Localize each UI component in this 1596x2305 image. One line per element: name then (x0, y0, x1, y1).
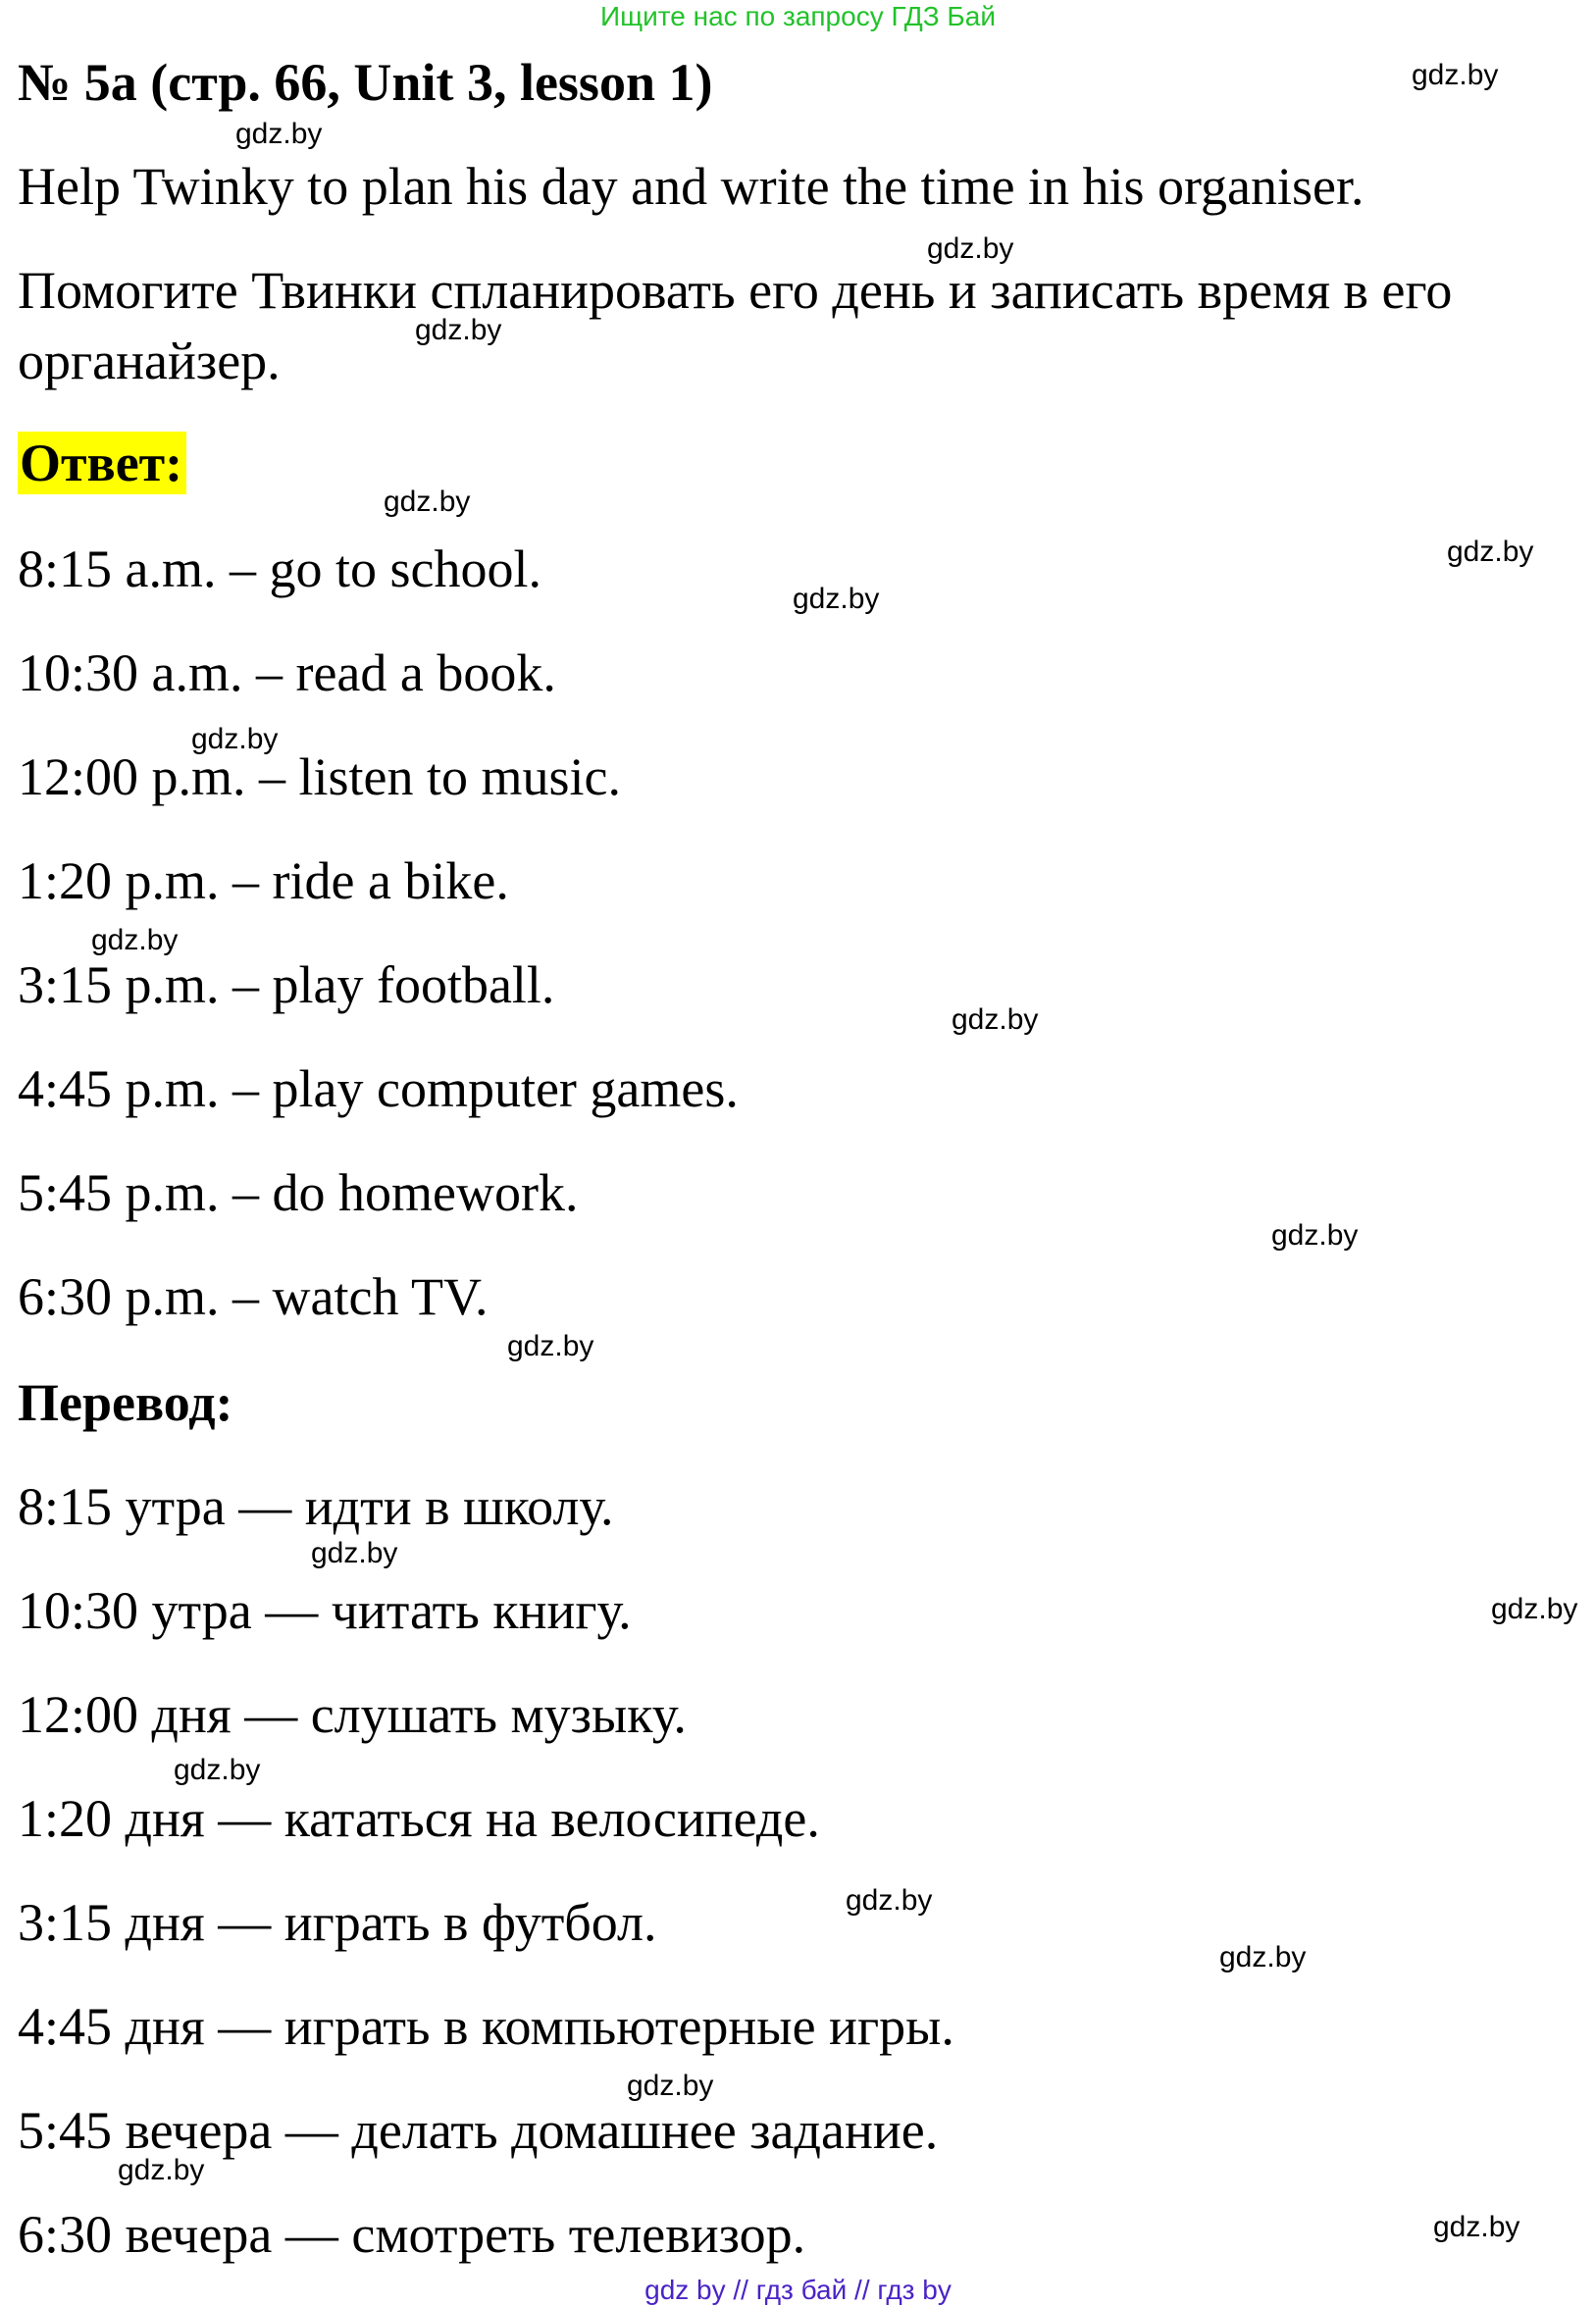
answer-line: 12:00 p.m. – listen to music. (18, 747, 621, 806)
watermark: gdz.by (846, 1884, 933, 1917)
translation-line: 5:45 вечера — делать домашнее задание. (18, 2101, 939, 2160)
answer-line: 5:45 p.m. – do homework. (18, 1163, 579, 1222)
translation-line: 10:30 утра — читать книгу. (18, 1581, 632, 1640)
watermark: gdz.by (507, 1330, 594, 1362)
answer-line: 10:30 a.m. – read a book. (18, 643, 556, 702)
watermark: gdz.by (793, 583, 880, 615)
translation-line: 1:20 дня — кататься на велосипеде. (18, 1789, 820, 1848)
answer-line: 6:30 p.m. – watch TV. (18, 1267, 489, 1326)
task-text-ru-line-2: органайзер. (18, 332, 281, 390)
answer-line: 4:45 p.m. – play computer games. (18, 1059, 739, 1118)
watermark: gdz.by (1491, 1593, 1578, 1625)
answer-line: 8:15 a.m. – go to school. (18, 539, 541, 598)
exercise-heading: № 5a (стр. 66, Unit 3, lesson 1) (18, 53, 713, 112)
watermark: gdz.by (627, 2070, 714, 2102)
translation-line: 12:00 дня — слушать музыку. (18, 1685, 687, 1744)
answer-label: Ответ: (18, 432, 186, 494)
watermark: gdz.by (1271, 1219, 1359, 1252)
watermark: gdz.by (384, 486, 471, 518)
translation-line: 8:15 утра — идти в школу. (18, 1477, 614, 1536)
translation-line: 3:15 дня — играть в футбол. (18, 1893, 657, 1952)
footer-links[interactable]: gdz by // гдз бай // гдз by (644, 2275, 952, 2305)
answer-line: 1:20 p.m. – ride a bike. (18, 851, 509, 910)
watermark: gdz.by (1447, 536, 1534, 568)
watermark: gdz.by (927, 232, 1014, 265)
task-text-ru-line-1: Помогите Твинки спланировать его день и записать время в его (18, 261, 1453, 320)
translation-label: Перевод: (18, 1373, 233, 1432)
translation-line: 4:45 дня — играть в компьютерные игры. (18, 1997, 954, 2056)
answer-line: 3:15 p.m. – play football. (18, 955, 555, 1014)
watermark: gdz.by (1433, 2211, 1520, 2243)
watermark: gdz.by (1219, 1941, 1307, 1973)
translation-line: 6:30 вечера — смотреть телевизор. (18, 2205, 806, 2264)
watermark: gdz.by (415, 314, 502, 346)
watermark: gdz.by (191, 723, 279, 755)
watermark: gdz.by (174, 1754, 261, 1786)
watermark: gdz.by (91, 924, 179, 956)
task-text-en: Help Twinky to plan his day and write the time in his organiser. (18, 157, 1364, 216)
watermark: gdz.by (311, 1537, 398, 1569)
watermark: gdz.by (1412, 59, 1499, 91)
top-banner[interactable]: Ищите нас по запросу ГДЗ Бай (599, 1, 997, 31)
watermark: gdz.by (118, 2154, 205, 2186)
watermark: gdz.by (952, 1003, 1039, 1036)
watermark: gdz.by (235, 118, 323, 150)
